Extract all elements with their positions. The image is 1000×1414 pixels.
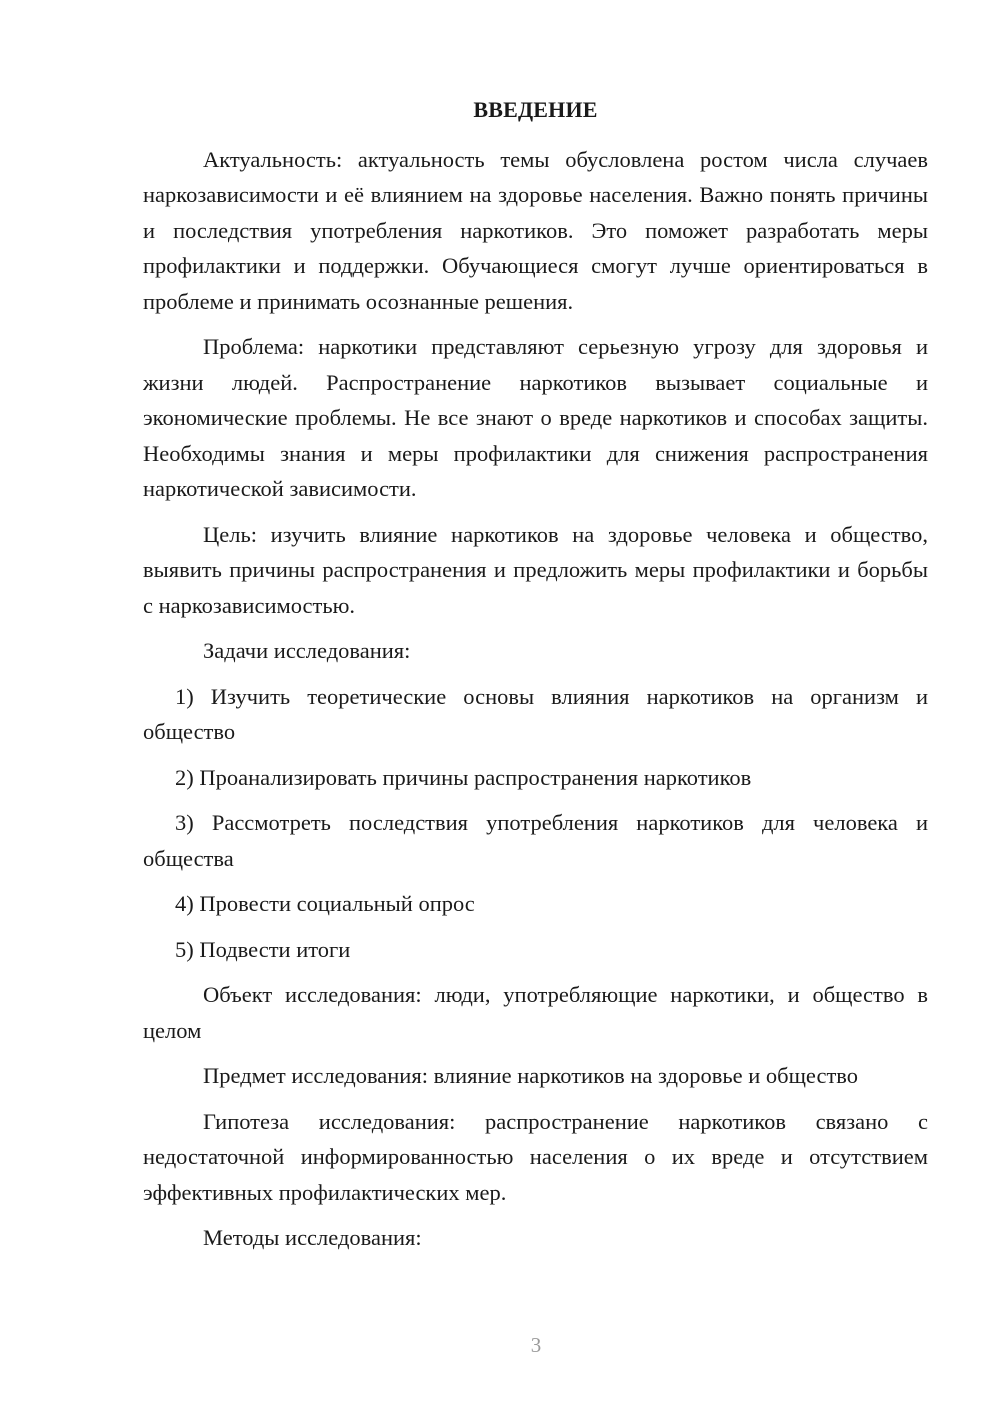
- task-item-2: 2) Проанализировать причины распространения наркотиков: [175, 764, 752, 790]
- task-item-3: 3) Рассмотреть последствия употребления наркотиков для человека и общества: [143, 810, 928, 871]
- page-number: 3: [530, 1333, 542, 1357]
- paragraph-object: Объект исследования: люди, употребляющие наркотики, и общество в целом: [143, 982, 928, 1043]
- page-title: ВВЕДЕНИЕ: [473, 97, 598, 122]
- paragraph-subject: Предмет исследования: влияние наркотиков на здоровье и общество: [203, 1063, 858, 1088]
- paragraph-tasks-heading: Задачи исследования:: [203, 638, 411, 663]
- paragraph-goal: Цель: изучить влияние наркотиков на здоровье человека и общество, выявить причины распространения и предложить меры профилактики и борьбы с наркозависимостью.: [143, 521, 928, 618]
- task-item-1: 1) Изучить теоретические основы влияния наркотиков на организм и общество: [143, 683, 928, 744]
- page-content: [143, 92, 928, 1266]
- paragraph-relevance: Актуальность: актуальность темы обусловлена ростом числа случаев наркозависимости и её влиянием на здоровье населения. Важно понять причины и последствия употребления наркотиков. Это поможет разработать меры профилактики и поддержки. Обучающиеся смогут лучше ориентироваться в проблеме и принимать осознанные решения.: [143, 146, 928, 314]
- paragraph-methods: Методы исследования:: [203, 1225, 422, 1250]
- paragraph-hypothesis: Гипотеза исследования: распространение наркотиков связано с недостаточной информированностью населения о их вреде и отсутствием эффективных профилактических мер.: [143, 1108, 928, 1205]
- task-item-4: 4) Провести социальный опрос: [175, 891, 475, 916]
- task-item-5: 5) Подвести итоги: [175, 936, 351, 962]
- paragraph-problem: Проблема: наркотики представляют серьезную угрозу для здоровья и жизни людей. Распространение наркотиков вызывает социальные и экономические проблемы. Не все знают о вреде наркотиков и способах защиты. Необходимы знания и меры профилактики для снижения распространения наркотической зависимости.: [143, 334, 928, 501]
